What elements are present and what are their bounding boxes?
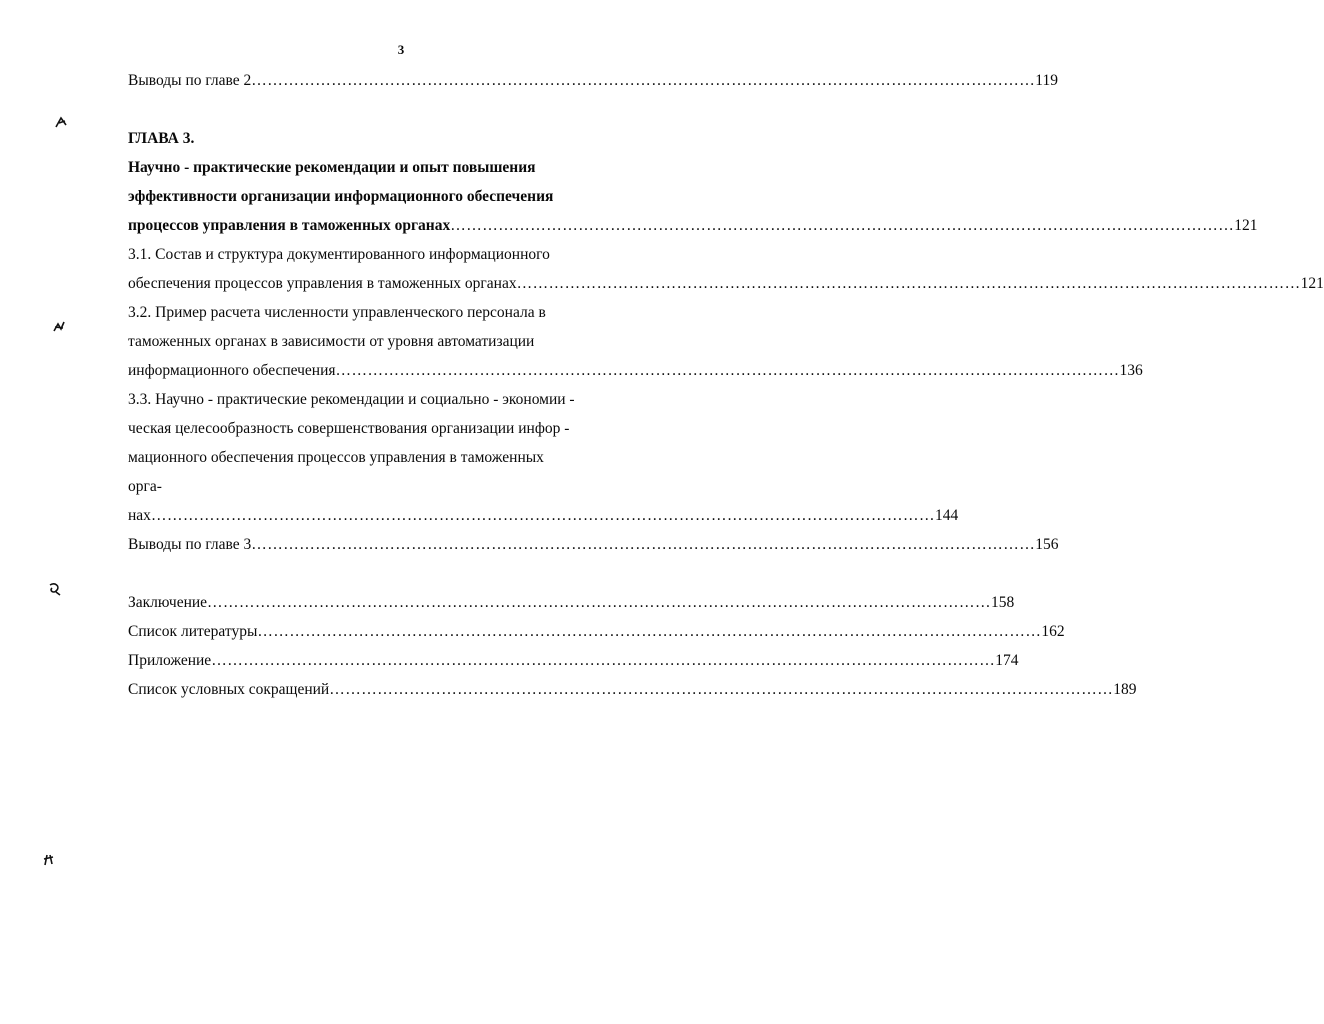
page-number: 3: [397, 42, 405, 57]
section-line: 3.1. Состав и структура документированного информационного: [128, 246, 550, 263]
toc-leader: …………………………………………………………………………………………………………………………………: [207, 594, 992, 611]
toc-label: Приложение: [128, 652, 212, 669]
toc-page: 119: [1035, 72, 1058, 89]
toc-label: процессов управления в таможенных органах: [128, 217, 451, 234]
chapter-title-line: эффективности организации информационного обеспечения: [128, 188, 554, 205]
section-line: 3.2. Пример расчета численности управленческого персонала в: [128, 304, 546, 321]
scan-artifact-icon: [47, 581, 63, 597]
toc-leader: …………………………………………………………………………………………………………………………………: [211, 652, 996, 669]
toc-label: Выводы по главе 2: [128, 72, 252, 89]
toc-entry-section-3-1: [128, 275, 1324, 293]
toc-page: 162: [1041, 623, 1065, 640]
chapter-heading: ГЛАВА 3.: [128, 130, 195, 147]
toc-page: 136: [1119, 362, 1143, 379]
toc-entry-references: [128, 623, 1065, 641]
toc-page: 121: [1300, 275, 1324, 292]
toc-entry-section-3-3: [128, 507, 959, 525]
toc-leader: …………………………………………………………………………………………………………………………………: [251, 72, 1036, 89]
toc-page: 121: [1234, 217, 1258, 234]
toc-entry-conclusions-ch2: [128, 72, 1058, 90]
toc-page: 144: [934, 507, 959, 524]
toc-label: Список литературы: [128, 623, 258, 640]
section-line: мационного обеспечения процессов управления в таможенных: [128, 449, 544, 466]
chapter-title-line: Научно - практические рекомендации и опыт повышения: [128, 159, 536, 176]
toc-page: 156: [1035, 536, 1059, 553]
section-line: 3.3. Научно - практические рекомендации и социально - экономии -: [128, 391, 575, 408]
toc-leader: …………………………………………………………………………………………………………………………………: [335, 362, 1120, 379]
toc-leader: …………………………………………………………………………………………………………………………………: [329, 681, 1114, 698]
scan-artifact-icon: [52, 320, 66, 334]
toc-entry-conclusion: [128, 594, 1015, 612]
toc-leader: …………………………………………………………………………………………………………………………………: [150, 507, 935, 524]
toc-label: Заключение: [128, 594, 208, 611]
toc-entry-abbreviations: [128, 681, 1137, 699]
toc-page: 189: [1113, 681, 1137, 698]
scan-artifact-icon: [42, 852, 56, 868]
toc-page: 174: [995, 652, 1019, 669]
toc-leader: …………………………………………………………………………………………………………………………………: [257, 623, 1042, 640]
toc-entry-appendix: [128, 652, 1019, 670]
toc-leader: …………………………………………………………………………………………………………………………………: [450, 217, 1235, 234]
toc-label: информационного обеспечения: [128, 362, 336, 379]
toc-leader: …………………………………………………………………………………………………………………………………: [251, 536, 1036, 553]
scan-artifact-icon: [54, 115, 68, 131]
toc-label: Список условных сокращений: [128, 681, 330, 698]
toc-entry-conclusions-ch3: [128, 536, 1059, 554]
toc-entry-chapter3: [128, 217, 1258, 235]
section-line: ческая целесообразность совершенствования организации инфор -: [128, 420, 570, 437]
toc-label: Выводы по главе 3: [128, 536, 252, 553]
toc-page: 158: [991, 594, 1015, 611]
toc-label: нах: [128, 507, 151, 524]
section-line: орга-: [128, 478, 162, 495]
toc-label: обеспечения процессов управления в таможенных органах: [128, 275, 517, 292]
toc-entry-section-3-2: [128, 362, 1143, 380]
toc-leader: …………………………………………………………………………………………………………………………………: [516, 275, 1301, 292]
section-line: таможенных органах в зависимости от уровня автоматизации: [128, 333, 535, 350]
